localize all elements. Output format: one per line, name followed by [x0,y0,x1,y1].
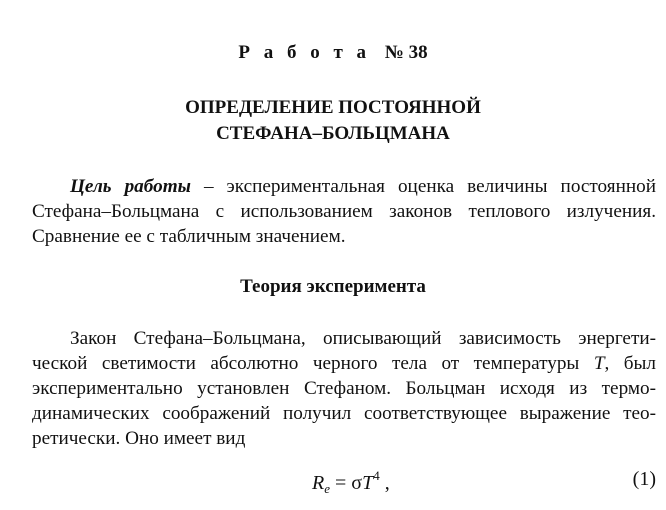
goal-line-3: Сравнение ее с табличным значением. [32,226,346,247]
theory-line-2-b: , был [604,353,656,374]
work-number-heading [0,42,666,64]
title-line-2: СТЕФАНА–БОЛЬЦМАНА [216,123,450,144]
goal-paragraph [32,174,656,249]
goal-line-1 [32,174,656,199]
theory-line-3: экспериментально установлен Стефаном. Больцман исходя из термо- [32,378,656,399]
theory-line-5: ретически. Оно имеет вид [32,428,246,449]
goal-label: Цель работы [70,176,191,197]
formula-equals-sigma: = σ [330,472,363,494]
theory-line-2-a: ческой светимости абсолютно черного тела от температуры [32,353,594,374]
work-number: № 38 [384,42,428,63]
equation-number: (1) [632,468,656,490]
theory-line-4: динамических соображений получил соответствующее выражение тео- [32,403,656,424]
theory-line-2 [32,351,656,376]
theory-line-1: Закон Стефана–Больцмана, описывающий зависимость энергети- [70,328,656,349]
formula-row [32,468,656,498]
title-line-1: ОПРЕДЕЛЕНИЕ ПОСТОЯННОЙ [185,97,481,118]
formula-r: R [312,472,325,494]
document-title [0,95,666,147]
temperature-variable: T [593,353,605,374]
formula-t: T [362,472,374,494]
section-heading: Теория эксперимента [240,276,426,297]
stefan-boltzmann-formula [312,468,390,497]
formula-subscript: e [324,481,330,496]
formula-tail: , [379,472,390,494]
theory-paragraph [32,326,656,451]
work-label: Р а б о т а [238,42,371,63]
goal-line-2: Стефана–Больцмана с использованием законов теплового излучения. [32,201,656,222]
goal-line-1-text: – экспериментальная оценка величины постоянной [190,176,656,197]
formula-power: 4 [373,468,380,483]
